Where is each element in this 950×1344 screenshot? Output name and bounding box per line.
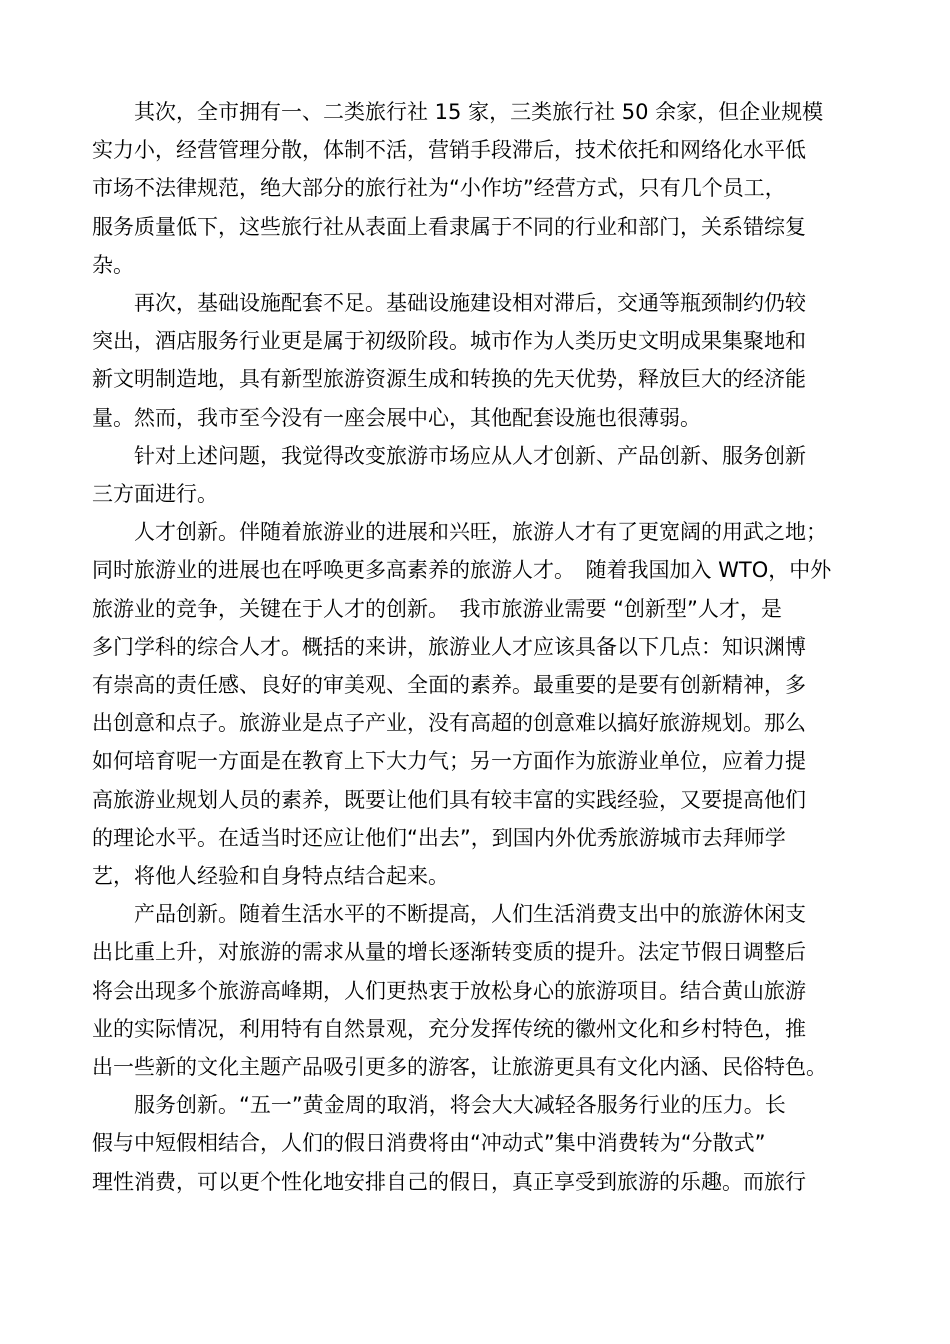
- text-line: 服务质量低下，这些旅行社从表面上看隶属于不同的行业和部门，关系错综复: [92, 214, 806, 239]
- text-line: 出比重上升，对旅游的需求从量的增长逐渐转变质的提升。法定节假日调整后: [92, 940, 806, 965]
- text-line: 出创意和点子。旅游业是点子产业，没有高超的创意难以搞好旅游规划。那么: [92, 711, 806, 736]
- paragraph-product-innovation: [92, 895, 867, 1086]
- text-line: 实力小，经营管理分散，体制不活，营销手段滞后，技术依托和网络化水平低: [92, 138, 806, 163]
- text-line: 多门学科的综合人才。概括的来讲，旅游业人才应该具备以下几点：知识渊博: [92, 634, 806, 659]
- text-line: 有崇高的责任感、良好的审美观、全面的素养。最重要的是要有创新精神，多: [92, 673, 806, 698]
- text-line: 的理论水平。在适当时还应让他们“出去”，到国内外优秀旅游城市去拜师学: [92, 825, 786, 850]
- text-line: 产品创新。随着生活水平的不断提高，人们生活消费支出中的旅游休闲支: [92, 902, 806, 927]
- text-line: 旅游业的竞争，关键在于人才的创新。 我市旅游业需要 “创新型”人才，是: [92, 596, 782, 621]
- text-line: 三方面进行。: [92, 482, 218, 507]
- text-line: 同时旅游业的进展也在呼唤更多高素养的旅游人才。 随着我国加入 WTO，中外: [92, 558, 832, 583]
- text-line: 突出，酒店服务行业更是属于初级阶段。城市作为人类历史文明成果集聚地和: [92, 329, 806, 354]
- text-line: 如何培育呢一方面是在教育上下大力气；另一方面作为旅游业单位，应着力提: [92, 749, 806, 774]
- text-line: 将会出现多个旅游高峰期，人们更热衷于放松身心的旅游项目。结合黄山旅游: [92, 978, 806, 1003]
- text-line: 服务创新。“五一”黄金周的取消，将会大大减轻各服务行业的压力。长: [92, 1093, 786, 1118]
- text-line: 人才创新。伴随着旅游业的进展和兴旺，旅游人才有了更宽阔的用武之地；: [92, 520, 827, 545]
- text-line: 业的实际情况，利用特有自然景观，充分发挥传统的徽州文化和乡村特色，推: [92, 1016, 806, 1041]
- text-line: 其次，全市拥有一、二类旅行社 15 家，三类旅行社 50 余家，但企业规模: [92, 100, 824, 124]
- text-line: 出一些新的文化主题产品吸引更多的游客，让旅游更具有文化内涵、民俗特色。: [92, 1055, 827, 1080]
- text-line: 高旅游业规划人员的素养，既要让他们具有较丰富的实践经验，又要提高他们: [92, 787, 806, 812]
- text-line: 新文明制造地，具有新型旅游资源生成和转换的先天优势，释放巨大的经济能: [92, 367, 806, 392]
- text-line: 艺，将他人经验和自身特点结合起来。: [92, 864, 449, 889]
- paragraph-talent-innovation: [92, 513, 867, 895]
- paragraph-travel-agencies: [92, 93, 867, 284]
- document-body: [92, 93, 867, 1201]
- text-line: 针对上述问题，我觉得改变旅游市场应从人才创新、产品创新、服务创新: [92, 443, 806, 468]
- paragraph-approach: [92, 437, 867, 513]
- text-line: 杂。: [92, 252, 134, 277]
- text-line: 理性消费，可以更个性化地安排自己的假日，真正享受到旅游的乐趣。而旅行: [92, 1169, 806, 1194]
- text-line: 量。然而，我市至今没有一座会展中心，其他配套设施也很薄弱。: [92, 405, 701, 430]
- text-line: 市场不法律规范，绝大部分的旅行社为“小作坊”经营方式，只有几个员工，: [92, 176, 786, 201]
- paragraph-service-innovation: [92, 1086, 867, 1201]
- text-line: 再次，基础设施配套不足。基础设施建设相对滞后，交通等瓶颈制约仍较: [92, 291, 806, 316]
- paragraph-infrastructure: [92, 284, 867, 437]
- text-line: 假与中短假相结合，人们的假日消费将由“冲动式”集中消费转为“分散式”: [92, 1131, 766, 1156]
